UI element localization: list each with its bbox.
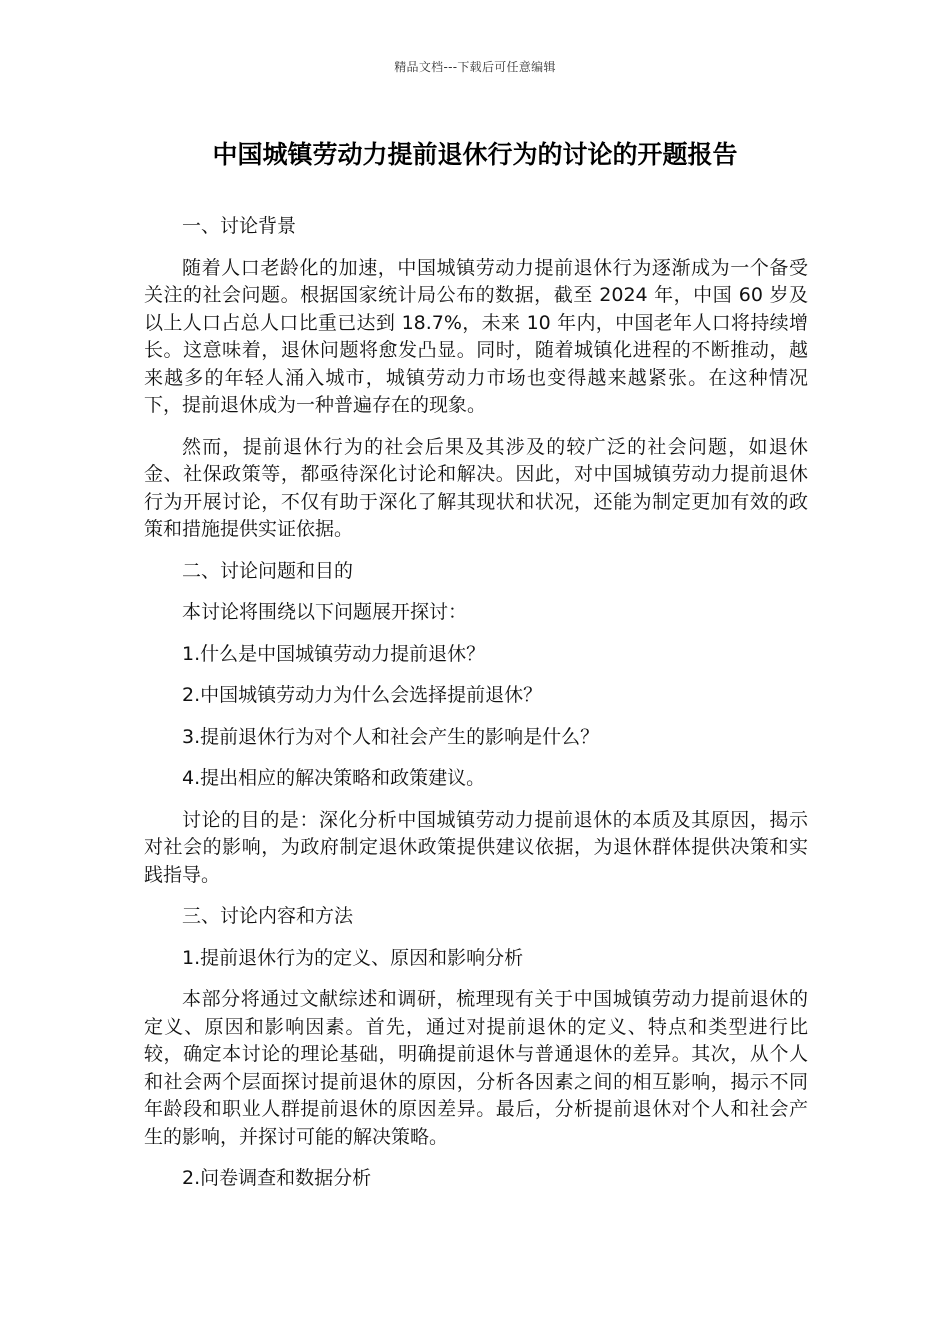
- page-watermark: 精品文档---下载后可任意编辑: [394, 60, 556, 74]
- document-body: [144, 213, 808, 1207]
- paragraph-background-2: 然而，提前退休行为的社会后果及其涉及的较广泛的社会问题，如退休金、社保政策等，都亟待深化讨论和解决。因此，对中国城镇劳动力提前退休行为开展讨论，不仅有助于深化了解其现状和状况，还能为制定更加有效的政策和措施提供实证依据。: [144, 435, 808, 540]
- question-item-3: 3.提前退休行为对个人和社会产生的影响是什么？: [182, 725, 600, 748]
- subsection-heading-1: 1.提前退休行为的定义、原因和影响分析: [182, 946, 524, 969]
- section-heading-background: 一、讨论背景: [182, 215, 297, 237]
- section-heading-questions: 二、讨论问题和目的: [182, 559, 354, 582]
- document-title: 中国城镇劳动力提前退休行为的讨论的开题报告: [212, 140, 738, 169]
- section-heading-methods: 三、讨论内容和方法: [182, 905, 354, 927]
- subsection-heading-2: 2.问卷调查和数据分析: [182, 1167, 372, 1189]
- paragraph-methods-1: 本部分将通过文献综述和调研，梳理现有关于中国城镇劳动力提前退休的定义、原因和影响因素。首先，通过对提前退休的定义、特点和类型进行比较，确定本讨论的理论基础，明确提前退休与普通退休的差异。其次，从个人和社会两个层面探讨提前退休的原因，分析各因素之间的相互影响，揭示不同年龄段和职业人群提前退休的原因差异。最后，分析提前退休对个人和社会产生的影响，并探讨可能的解决策略。: [144, 988, 808, 1148]
- question-item-2: 2.中国城镇劳动力为什么会选择提前退休？: [182, 684, 543, 706]
- question-item-1: 1.什么是中国城镇劳动力提前退休？: [182, 642, 486, 665]
- paragraph-background-1: 随着人口老龄化的加速，中国城镇劳动力提前退休行为逐渐成为一个备受关注的社会问题。根据国家统计局公布的数据，截至 2024 年，中国 60 岁及以上人口占总人口比重已达到 18.7%，未来 10 年内，中国老年人口将持续增长。这意味着，退休问题将愈发凸显。同时，随着城镇化进程的不断推动，越来越多的年轻人涌入城市，城镇劳动力市场也变得越来越紧张。在这种情况下，提前退休成为一种普遍存在的现象。: [144, 256, 808, 416]
- paragraph-questions-intro: 本讨论将围绕以下问题展开探讨：: [182, 601, 468, 623]
- question-item-4: 4.提出相应的解决策略和政策建议。: [182, 767, 486, 789]
- paragraph-purpose: 讨论的目的是：深化分析中国城镇劳动力提前退休的本质及其原因，揭示对社会的影响，为政府制定退休政策提供建议依据，为退休群体提供决策和实践指导。: [144, 808, 808, 886]
